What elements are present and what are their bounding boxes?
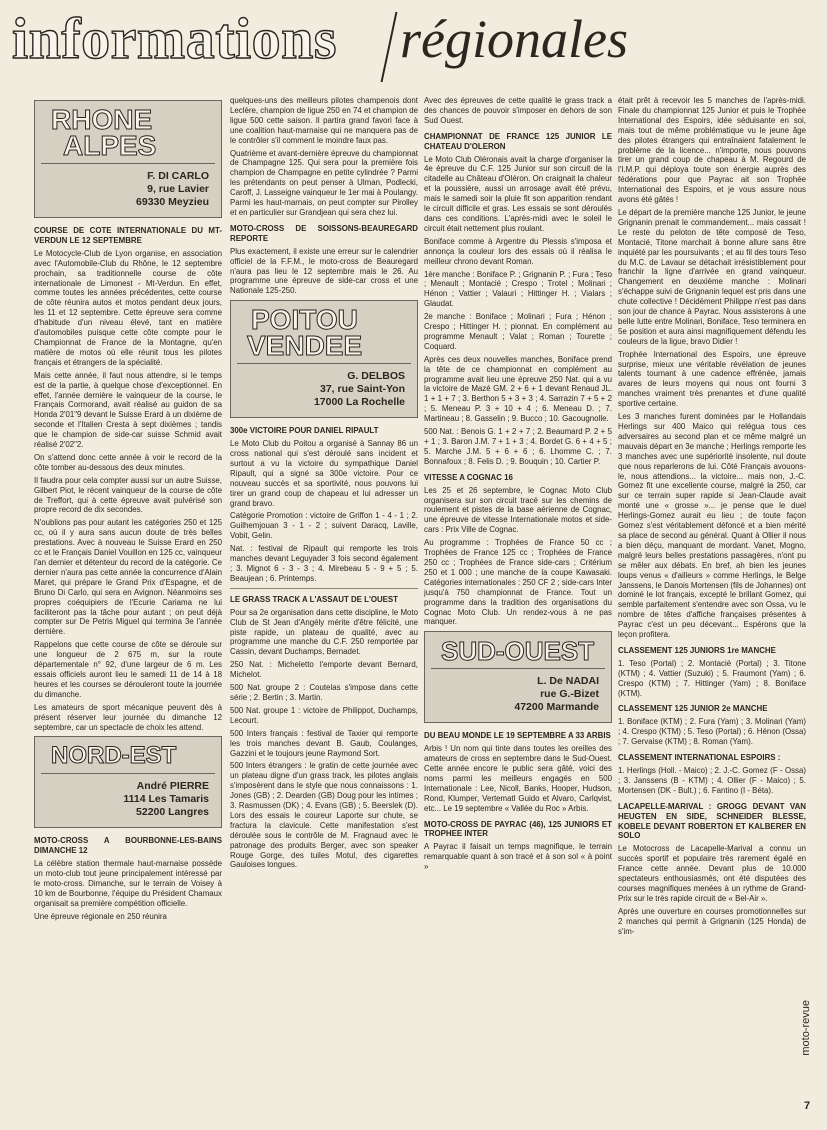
paragraph: A Payrac il faisait un temps magnifique, le terrain remarquable quant à son tracé et à son sol « à point » xyxy=(424,842,612,872)
region-box-sud-ouest xyxy=(424,631,612,723)
paragraph: 500 Inters étrangers : le gratin de cette journée avec un plateau digne d'un grass track, les pilotes anglais s'imposèrent dans le style que nous connaissons : 1. Jones (GB) ; 2. Dearden (GB) Doug pour les intimes ; 3. Rasmussen (DK) ; 4. Evans (GB) ; 5. Beerslek (D). Lors des essais le coureur Laporte sur chute, se fractura la clavicule. Cette manifestation s'est déroulée sous le contrôle de M. Fragnaud avec le patronage des produits Berger, avec son speaker Rouge Gorge, des tuiles Motul, des cigarettes Gauloises longues. xyxy=(230,761,418,870)
paragraph: Après une ouverture en courses promotionnelles sur 2 manches qui permit à Grignanin (125 Honda) de s'im- xyxy=(618,906,806,936)
results-heading: CLASSEMENT INTERNATIONAL ESPOIRS : xyxy=(618,753,781,763)
article-heading: DU BEAU MONDE LE 19 SEPTEMBRE A 33 ARBIS xyxy=(424,731,611,741)
paragraph: 1. Boniface (KTM) ; 2. Fura (Yam) ; 3. Molinari (Yam) ; 4. Crespo (KTM) ; 5. Teso (Portal) ; 6. Hénon (Ossa) ; 7. Gervaise (KTM) ; 8. Roman (Yam). xyxy=(618,717,806,747)
paragraph: Les amateurs de sport mécanique peuvent dès à présent réserver leur journée du dimanche 12 septembre, car un spectacle de choix les attend. xyxy=(34,702,222,732)
correspondent-name: G. DELBOS xyxy=(347,370,405,383)
region-title: SUD-OUEST xyxy=(441,636,595,667)
paragraph: Le départ de la première manche 125 Junior, le jeune Grignanin prenait le commandement... mais cassait ! Le reste du peloton de tête composé de Teso, Montacié, Titone marchait à bonne allure sans être inquiété par les poursuivants ; et au fil des tours Teso du M.C. de Lavaur se détachait irrésistiblement pour franchir la ligne d'arrivée en grand vainqueur. Changement en deuxième manche : Molinari s'échappe suivi de Grignanin lequel est pris dans une chute collective ! Décidément Philippe n'est pas dans son jour de chance à Payrac. Nous assisterons à une belle lutte entre Molinari, Boniface, Teso terminera en 5e position et aura ainsi magnifiquement défendu les couleurs de la ligue, bravo Didier ! xyxy=(618,207,806,346)
paragraph: quelques-uns des meilleurs pilotes champenois dont Leclère, champion de ligue 250 en 74 et champion de ligue 500 cette saison. Il partira grand favori face à une coalition haut-marnaise qui ne manquera pas de le contrôler s'il comment le moindre faux pas. xyxy=(230,96,418,145)
paragraph: 500 Nat. groupe 1 : victoire de Philippot, Duchamps, Lecourt. xyxy=(230,705,418,725)
paragraph: était prêt à recevoir les 5 manches de l'après-midi. Finale du championnat 125 Junior et puis le Trophée International des Espoirs, idée séduisante en soi, mais tout de même problématique vu le jeune âge des pilotes étrangers qui entraînaient fatalement le problème de la licence... n'importe, nous pouvons tirer un grand coup de chapeau à M. Regourd de l'I.M.P. qui déploya toute son énergie auprès des fédérations pour que Payrac ait son Trophée International des Espoirs, et je vous assure nous avons été gâtés ! xyxy=(618,96,806,205)
correspondent-name: F. DI CARLO xyxy=(147,170,209,182)
article-heading: MOTO-CROSS DE SOISSONS-BEAUREGARD REPORTE xyxy=(230,223,418,243)
region-rule xyxy=(431,668,605,669)
column-3 xyxy=(424,96,612,1116)
page-header xyxy=(12,4,802,84)
paragraph: N'oublions pas pour autant les catégories 250 et 125 cc, où il y aura sans aucun doute de très belles prestations. Avec à nouveau le Suisse Erard en 250 cc et le Français Daniel Vouillon en 125 cc, vainqueur l'an dernier et détenteur du record de la catégorie. Ce dernier n'aura pas cette année la concurrence d'Alain Maret, qui prépare le Grand Prix d'Espagne, et de Bruno Di Carlo, qui sera en Avignon. Néanmoins ses propres coéquipiers de l'Ecurie Cariama ne lui faciliteront pas la tâche pour autant ; on peut déjà compter sur De Petris Miguel qui termina 3e l'année dernière. xyxy=(34,518,222,637)
paragraph: Avec des épreuves de cette qualité le grass track a des chances de pouvoir s'imposer en dehors de son Sud Ouest. xyxy=(424,96,612,125)
paragraph: Quatrième et avant-dernière épreuve du championnat de Champagne 125. Qui sera pour la première fois champion de Champagne en petite cylindrée ? Parmi les prétendants on peut penser à Ulman, Podlecki, Caroff, J. Lasseigne vainqueur le 1er mai à Poulangy. Parmi les haut-marnais, on peut compter sur Pirolley et en particulier sur Grandjean qui sera chez lui. xyxy=(230,148,418,217)
paragraph: 250 Nat. : Micheletto l'emporte devant Bernard, Michelot. xyxy=(230,660,418,680)
paragraph: Les 3 manches furent dominées par le Hollandais Herlings sur 400 Maico qui relégua tous ces adversaires au second plan et ce même malgré un mauvais départ en 3e manche ; Herlings remporte les 3 manches avec une supériorité insolente, nul doute que nous reparlerons de lui. Côté Français avouons-le, nous attendions... la victoire... mais non, J.-C. Gomez fit une excellente course, malgré la 250, car sur ce terrain super rapide si Jean-Claude avait monté une « grosse »... je pense que le duel Herlings-Gomez aurait eu lieu ; de toute façon Gomez s'est véritablement défoncé et a bien mérité sa place de second au général. Quant à Ollier il nous a bien déçu, manquant de mordant. Vanet, Mogno, malgré leurs belles prestations passagères, n'ont pu se mêler aux débats. En bref, ah bien les jeunes loups venus « d'ailleurs » comme Herlings, le Belge Janssens, le Danois Mortensen (fils de Johannes) ont dominé le lot français, excepté le brillant Gomez, qui semble parfaitement s'entendre avec son Ossa, vu le nombre de têtes d'affiche françaises présentes à Payrac c'est un peu décevant... Espérons que la leçon profitera. xyxy=(618,412,806,640)
article-heading: MOTO-CROSS A BOURBONNE-LES-BAINS DIMANCHE 12 xyxy=(34,836,222,856)
paragraph: Nat. : festival de Ripault qui remporte les trois manches devant Leguyader 3 fois second également ; 3. Mignot 6 - 3 - 3 ; 4. Mirebeau 5 - 9 + 5 ; 5. Beaujean ; 6. Printemps. xyxy=(230,544,418,583)
column-4 xyxy=(618,96,806,1116)
region-rule xyxy=(237,363,411,364)
results-heading: CLASSEMENT 125 JUNIOR 2e MANCHE xyxy=(618,704,768,714)
paragraph: Pour sa 2e organisation dans cette discipline, le Moto Club de St Jean d'Angély mérite d'être félicité, une piste rapide, un plateau de qualité, avec au programme une manche du C.F. 250 remportée par Cassin, devant Duchamps, Bernadet. xyxy=(230,607,418,657)
divider xyxy=(230,588,418,589)
correspondent-city: 69330 Meyzieu xyxy=(136,196,209,208)
article-heading: 300e VICTOIRE POUR DANIEL RIPAULT xyxy=(230,426,379,436)
correspondent-street: 1114 Les Tamaris xyxy=(123,793,209,806)
region-title: POITOU xyxy=(251,304,358,336)
paragraph: 500 Nat. : Benois G. 1 + 2 + 7 ; 2. Beaumard P. 2 + 5 + 1 ; 3. Baron J.M. 7 + 1 + 3 ; 4. Bordet G. 6 + 4 + 5 ; 5. Marche J.M. 5 + 6 + 6 ; 6. Lhomme C. ; 7. Bonnafoux ; 8. Felis D. ; 9. Bouquin ; 10. Cartier P. xyxy=(424,427,612,466)
paragraph: 2e manche : Boniface ; Molinari ; Fura ; Hénon ; Crespo ; Hittinger H. ; pionnat. En complément au programme Menault ; Valat ; Roman ; Tourette ; Coquard. xyxy=(424,312,612,351)
correspondent-name: André PIERRE xyxy=(136,780,209,793)
region-title-line2: ALPES xyxy=(63,130,157,161)
page-number: 7 xyxy=(804,1100,811,1112)
paragraph: 500 Nat. groupe 2 : Coutelas s'impose dans cette série ; 2. Bertin ; 3. Martin. xyxy=(230,683,418,702)
region-rule xyxy=(41,773,215,774)
correspondent-city: 52200 Langres xyxy=(136,806,209,819)
paragraph: 1ère manche : Boniface P. ; Grignanin P. ; Fura ; Teso ; Menault ; Montacié ; Crespo ; Trotel ; Molinari ; Hénon ; Vattier ; Valauri ; Hittinger H. ; Vialars ; Glaudat. xyxy=(424,269,612,309)
paragraph: Le Motocross de Lacapelle-Marival a connu un succès sportif et populaire très rarement égalé en France cette année. Devant plus de 10.000 spectateurs enthousiasmés, ont été disputées des courses magnifiques menées à un rythme de Grand-Prix sur le très rapide circuit de « Bel-Air ». xyxy=(618,844,806,903)
region-box-nord-est xyxy=(34,736,222,828)
region-rule xyxy=(41,163,215,164)
article-heading: CHAMPIONNAT DE FRANCE 125 JUNIOR LE CHATEAU D'OLERON xyxy=(424,131,612,151)
article-heading: MOTO-CROSS DE PAYRAC (46), 125 JUNIORS ET TROPHEE INTER xyxy=(424,819,612,839)
paragraph: Rappelons que cette course de côte se déroule sur une longueur de 2 675 m, sur la route départementale n° 92, d'une largeur de 6 m. Les essais officiels auront lieu le samedi 11 de 14 à 18 heures et les courses se dérouleront toute la journée du dimanche. xyxy=(34,640,222,699)
paragraph: Boniface comme à Argentre du Plessis s'imposa et annonça la couleur lors des essais où il réalisa le meilleur chrono devant Roman. xyxy=(424,236,612,266)
correspondent-street: 9, rue Lavier xyxy=(147,183,209,195)
correspondent-city: 17000 La Rochelle xyxy=(313,396,405,409)
article-heading: LE GRASS TRACK A L'ASSAUT DE L'OUEST xyxy=(230,594,398,604)
paragraph: Le Moto Club Oléronais avait la charge d'organiser la 4e épreuve du C.F. 125 Junior sur son circuit de la citadelle au Château d'Oléron. On craignait la chaleur et la poussière, aussi un arrosage avait été prévu, mais le samedi soir la pluie fit son apparition rendant le circuit difficile et gras. Les essais se sont déroulés dans ces conditions. L'après-midi avec le soleil le circuit était nettement plus roulant. xyxy=(424,154,612,233)
paragraph: 1. Teso (Portal) ; 2. Montacié (Portal) ; 3. Titone (KTM) ; 4. Vattier (Suzuki) ; 5. Fraumont (Yam) ; 6. Crespo (KTM) ; 7. Hittinger (Yam) ; 8. Boniface (KTM). xyxy=(618,658,806,698)
region-box-rhone-alpes xyxy=(34,100,222,218)
region-box-poitou-vendee xyxy=(230,300,418,418)
region-title-line2: VENDEE xyxy=(247,330,363,362)
paragraph: Trophée International des Espoirs, une épreuve surprise, mieux une véritable révélation de jeunes talents tournant à une cadence effrénée, jamais avares de leurs moyens qui nous ont fourni 3 manches vraiment très prenantes et d'une qualité sportive certaine. xyxy=(618,349,806,409)
paragraph: Arbis ! Un nom qui tinte dans toutes les oreilles des amateurs de cross en septembre dans le Sud-Ouest. Cette année encore le public sera gâté, voici des noms parmi les meilleurs engagés en 500 Internationale : Lee, Nicoll, Banks, Hooper, Hudson, Rond, Klumper, Vertematl Guido et Alvaro, Carlqvist, etc... Le 19 septembre « Vallée du Roc » Arbis. xyxy=(424,744,612,813)
header-informations: informations xyxy=(12,6,337,71)
article-heading: LACAPELLE-MARIVAL : GROGG DEVANT VAN HEUGTEN EN SIDE, SCHNEIDER BLESSE, KOBELE DEVANT ROBERTON ET KALBERER EN SOLO xyxy=(618,801,806,841)
paragraph: Catégorie Promotion : victoire de Griffon 1 - 4 - 1 ; 2. Guilhemjouan 3 - 1 - 2 ; suivent Daracq, Laville, Vobit, Gelin. xyxy=(230,511,418,541)
paragraph: Une épreuve régionale en 250 réunira xyxy=(34,911,167,921)
region-title: RHONE xyxy=(51,104,153,135)
region-title: NORD-EST xyxy=(51,742,177,770)
column-1 xyxy=(34,96,222,1121)
paragraph: 1. Herlings (Holl. - Maico) ; 2. J.-C. Gomez (F - Ossa) ; 3. Janssens (B - KTM) ; 4. Ollier (F - Maico) ; 5. Mortensen (DK - Bult.) ; 6. Fantino (I - Béta). xyxy=(618,766,806,795)
column-2 xyxy=(230,96,418,1116)
article-heading: VITESSE A COGNAC 16 xyxy=(424,472,513,482)
paragraph: Mais cette année, il faut nous attendre, si le temps est de la partie, à quelque chose d'exceptionnel. En effet, l'année dernière le vainqueur de la course, le Français Cormorand, avait réalisé au guidon de sa Honda 2'01"9 devant le Suisse Erard à un dixième de seconde et l'Italien Cresta à sept dixièmes ; tandis que le champion de side-car suisse Schmid avait réalisé 2'02"2. xyxy=(34,370,222,450)
paragraph: Plus exactement, il existe une erreur sur le calendrier officiel de la F.F.M., le moto-cross de Beauregard n'aura pas lieu le 12 septembre mais le 26. Au programme une épreuve de side-car cross et une Nationale 125-250. xyxy=(230,246,418,296)
paragraph: 500 Inters français : festival de Taxier qui remporte les trois manches devant B. Gaub, Coulanges, Gazzini et le toujours jeune Raymond Sort. xyxy=(230,728,418,758)
paragraph: La célèbre station thermale haut-marnaise possède un moto-club tout jeune principalement intéressé par le moto-cross. Dimanche, sur le terrain de Voisey à 10 km de Bourbonne, l'équipe du Président Chamaux organisait sa première compétition officielle. xyxy=(34,859,222,908)
correspondent-street: rue G.-Bizet xyxy=(540,688,599,701)
article-heading: COURSE DE COTE INTERNATIONALE DU MT-VERDUN LE 12 SEPTEMBRE xyxy=(34,226,222,245)
results-heading: CLASSEMENT 125 JUNIORS 1re MANCHE xyxy=(618,645,776,655)
correspondent-street: 37, rue Saint-Yon xyxy=(320,383,405,396)
paragraph: Il faudra pour cela compter aussi sur un autre Suisse, Gilbert Piot, le récent vainqueur de la course de côte de Treffort, qui à cette épreuve avait pulvérisé son propre record de dix secondes. xyxy=(34,475,222,515)
paragraph: On s'attend donc cette année à voir le record de la côte tomber au-dessous des deux minutes. xyxy=(34,452,222,472)
correspondent-city: 47200 Marmande xyxy=(514,701,599,714)
paragraph: Le Moto Club du Poitou a organisé à Sannay 86 un cross national qui s'est déroulé sans incident et surtout a vu la victoire du sympathique Daniel Ripault, qui a signé sa 300e victoire. Pour ce nouveau succès et sa sportivité, nous pouvons lui tirer un grand coup de chapeau et lui adresser un grand bravo. xyxy=(230,439,418,508)
paragraph: Les 25 et 26 septembre, le Cognac Moto Club organisera sur son circuit tracé sur les chemins de roulement et pistes de la base aérienne de Cognac, une épreuve de vitesse Internationale motos et side-cars : Prix Ville de Cognac. xyxy=(424,485,612,535)
magazine-side-label: moto-revue xyxy=(800,1000,812,1056)
correspondent-name: L. De NADAI xyxy=(537,675,599,688)
header-regionales: régionales xyxy=(400,9,628,69)
header-slash xyxy=(381,12,398,82)
paragraph: Le Motocycle-Club de Lyon organise, en association avec l'Automobile-Club du Rhône, le 12 septembre prochain, sa traditionnelle course de côte internationale de Limonest - Mt-Verdun. En effet, comme toutes les années précédentes, cette course de côte réunira autos et motos pendant deux jours, les 11 et 12 septembre. Cette épreuve sera comme d'habitude d'un niveau élevé, tant en matière d'automobiles puisque cette côte compte pour le Championnat de France de la Montagne, qu'en matière de motos où elle réunit tous les pilotes français et étrangers de la spécialité. xyxy=(34,248,222,367)
paragraph: Après ces deux nouvelles manches, Boniface prend la tête de ce championnat en complément au programme avait lieu une épreuve 250 Nat. qui a vu la victoire de Mazé GM. 2 + 6 + 1 devant Renaud JL. 1 + 1 + 7 ; 3. Berthon 5 + 3 + 3 ; 4. Sarrazin 7 + 5 + 2 ; 5. Meneau P. 3 + 10 + 4 ; 6. Meneau D. ; 7. Martineau ; 8. Gasselin ; 9. Bucco ; 10. Gacougnolle. xyxy=(424,354,612,424)
paragraph: Au programme : Trophées de France 50 cc ; Trophées de France 125 cc ; Trophées de France 250 cc ; Trophées de France side-cars ; Critérium 250 et 1 000 ; une manche de la coupe Kawasaki. Catégories internationales : 250 CF 2 ; side-cars Inter jusqu'à 750 championnat de France. Tout un programme dans la tradition des organisations du Cognac Moto Club. Un rendez-vous à ne pas manquer. xyxy=(424,538,612,627)
